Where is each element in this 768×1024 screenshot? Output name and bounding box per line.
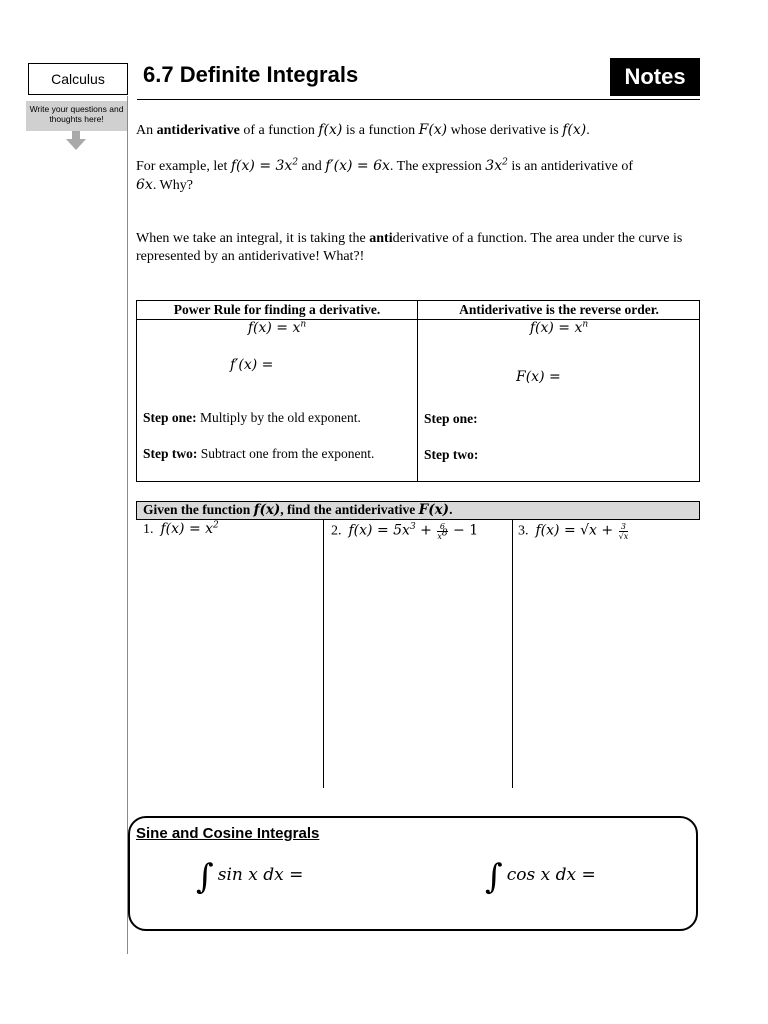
sine-cosine-title: Sine and Cosine Integrals (136, 825, 320, 842)
integral-icon: ∫ (196, 857, 214, 897)
antiderivative-result: F(x) = (516, 369, 561, 385)
power-rule-step-two: Step two: Subtract one from the exponent. (143, 446, 375, 461)
example-item-1: 1. $f(x) = x^2$ (143, 520, 219, 537)
subject-label: Calculus (28, 63, 128, 95)
antiderivative-header: Antiderivative is the reverse order. (459, 302, 659, 317)
margin-divider (127, 96, 128, 954)
example-item-3: 3. f(x) = √x + $\frac{3}{√x}$ (518, 522, 629, 541)
power-rule-step-one: Step one: Multiply by the old exponent. (143, 410, 361, 425)
notes-tag: Notes (610, 58, 700, 96)
antiderivative-step-one: Step one: (424, 411, 478, 426)
antiderivative-function: $f(x) = x^n$ (529, 319, 589, 336)
power-rule-function: $f(x) = x^n$ (247, 319, 307, 336)
sin-integral: ∫ sin x dx = (196, 857, 304, 897)
power-rule-derivative: f′(x) = (230, 357, 274, 373)
example-item-2: 2. $f(x) = 5x^3$ + $\frac{6}{x^8}$ − 1 (331, 522, 479, 541)
arrow-down-icon (65, 131, 87, 151)
power-rule-header: Power Rule for finding a derivative. (173, 302, 381, 317)
examples-divider-2 (512, 520, 513, 788)
cos-integral: ∫ cos x dx = (485, 857, 596, 897)
page-title: 6.7 Definite Integrals (143, 62, 359, 87)
examples-divider-1 (323, 520, 324, 788)
antiderivative-step-two: Step two: (424, 447, 479, 462)
definition-paragraph: An antiderivative of a function f(x) is a function F(x) whose derivative is f(x). (136, 122, 590, 138)
title-rule (137, 99, 700, 100)
note-tab: Write your questions and thoughts here! (26, 101, 127, 131)
examples-header: Given the function f(x), find the antiderivative F(x). (143, 502, 453, 518)
integral-icon: ∫ (485, 857, 503, 897)
integral-paragraph: When we take an integral, it is taking the antiderivative of a function. The area under the curve is represented by an antiderivative! What?! (136, 231, 683, 264)
example-paragraph: For example, let $f(x) = 3x^2$ and f′(x) = 6x. The expression $3x^2$ is an antiderivative of 6x. Why? (136, 157, 634, 193)
